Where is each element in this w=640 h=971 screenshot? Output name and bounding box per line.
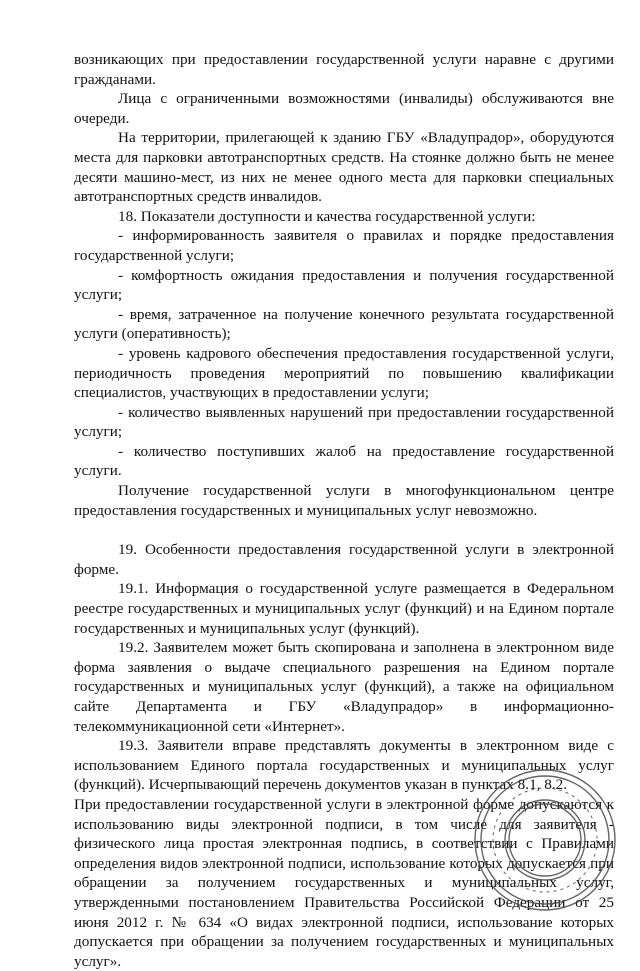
list-item: - информированность заявителя о правилах и порядке предоставления государственной услуги; [74,227,614,264]
list-item: - время, затраченное на получение конечного результата государственной услуги (оперативность); [74,305,614,343]
list-item: - количество поступивших жалоб на предоставление государственной услуги. [74,442,614,480]
paragraph: Получение государственной услуги в многофункциональном центре предоставления государственных и муниципальных услуг невозможно. [74,482,614,519]
paragraph: 19.2. Заявителем может быть скопирована и заполнена в электронном виде форма заявления о выдаче специального разрешения на Едином портале государственных и муниципальных услуг (функций), а также на официальном сайте Департамента и ГБУ «Владупрадор» в информационно-телекоммуникационной сети «Интернет». [74,639,614,735]
paragraph: 19.3. Заявители вправе представлять документы в электронном виде с использованием Единого портала государственных и муниципальных услуг (функций). Исчерпывающий перечень документов указан в пунктах 8.1, 8.2. [74,737,614,794]
list-item: - количество выявленных нарушений при предоставлении государственной услуги; [74,403,614,441]
section-heading: 19. Особенности предоставления государственной услуги в электронной форме. [74,541,614,578]
list-item: - уровень кадрового обеспечения предоставления государственной услуги, периодичность проведения мероприятий по повышению квалификации специалистов, участвующих в предоставлении услуги; [74,344,614,402]
paragraph: При предоставлении государственной услуги в электронной форме допускаются к использованию виды электронной подписи, в том числе для заявителя - физического лица простая электронная подпись, в соответствии с Правилами определения видов электронной подписи, использование которых допускается при обращении за получением государственных и муниципальных услуг, утвержденными постановлением Правительства Российской Федерации от 25 июня 2012 г. № 634 «О видах электронной подписи, использование которых допускается при обращении за получением государственных и муниципальных услуг». [74,795,614,970]
paragraph: На территории, прилегающей к зданию ГБУ «Владупрадор», оборудуются места для парковки автотранспортных средств. На стоянке должно быть не менее десяти машино-мест, из них не менее одного места для парковки специальных автотранспортных средств инвалидов. [74,129,614,206]
paragraph: 18. Показатели доступности и качества государственной услуги: [118,207,536,225]
official-seal-stamp [470,765,620,915]
list-item: - комфортность ожидания предоставления и получения государственной услуги; [74,266,614,304]
paragraph: Лица с ограниченными возможностями (инвалиды) обслуживаются вне очереди. [74,90,614,127]
paragraph: возникающих при предоставлении государственной услуги наравне с другими гражданами. [74,51,614,88]
section-gap [74,520,614,540]
paragraph: 19.1. Информация о государственной услуге размещается в Федеральном реестре государственных и муниципальных услуг (функций) и на Едином портале государственных и муниципальных услуг (функций). [74,580,614,637]
